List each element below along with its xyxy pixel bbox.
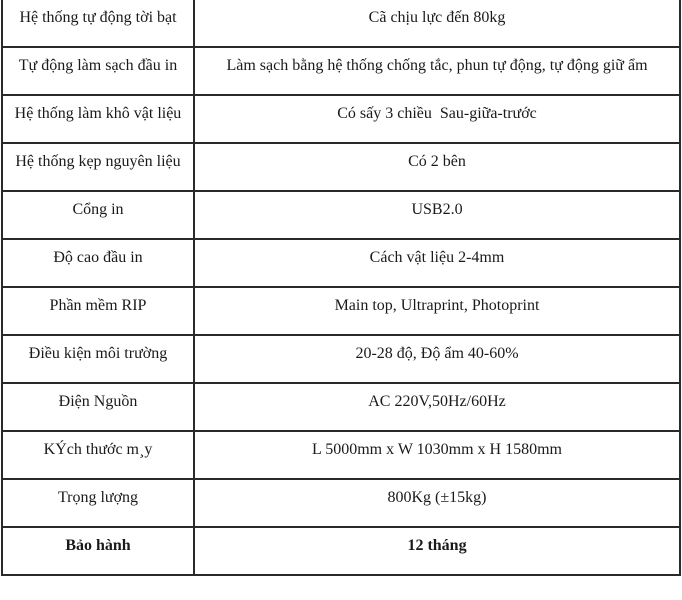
- row-value: Cách vật liệu 2-4mm: [194, 239, 680, 287]
- row-label-warranty: Bảo hành: [2, 527, 194, 575]
- table-row: [2, 143, 680, 191]
- row-label: Trọng lượng: [2, 479, 194, 527]
- table-row: [2, 287, 680, 335]
- row-value: AC 220V,50Hz/60Hz: [194, 383, 680, 431]
- table-row: [2, 335, 680, 383]
- row-label: Điện Nguồn: [2, 383, 194, 431]
- row-value: 800Kg (±15kg): [194, 479, 680, 527]
- row-label: Tự động làm sạch đầu in: [2, 47, 194, 95]
- row-value: L 5000mm x W 1030mm x H 1580mm: [194, 431, 680, 479]
- row-label: Độ cao đầu in: [2, 239, 194, 287]
- table-row: [2, 383, 680, 431]
- row-value: Làm sạch bằng hệ thống chống tắc, phun tự động, tự động giữ ẩm: [194, 47, 680, 95]
- row-value-warranty: 12 tháng: [194, 527, 680, 575]
- table-row: [2, 239, 680, 287]
- table-row: [2, 95, 680, 143]
- row-value: USB2.0: [194, 191, 680, 239]
- table-row: [2, 431, 680, 479]
- row-value: Cã chịu lực đến 80kg: [194, 0, 680, 47]
- row-value: 20-28 độ, Độ ẩm 40-60%: [194, 335, 680, 383]
- row-label: Cổng in: [2, 191, 194, 239]
- row-label: Phần mềm RIP: [2, 287, 194, 335]
- row-value: Có sấy 3 chiều Sau-giữa-trước: [194, 95, 680, 143]
- spec-table: [1, 0, 681, 576]
- row-label: Hệ thống tự động tời bạt: [2, 0, 194, 47]
- table-row-warranty: [2, 527, 680, 575]
- row-label: KÝch thước m¸y: [2, 431, 194, 479]
- row-value: Main top, Ultraprint, Photoprint: [194, 287, 680, 335]
- table-row: [2, 0, 680, 47]
- row-label: Hệ thống làm khô vật liệu: [2, 95, 194, 143]
- row-label: Hệ thống kẹp nguyên liệu: [2, 143, 194, 191]
- row-value: Có 2 bên: [194, 143, 680, 191]
- table-row: [2, 191, 680, 239]
- table-row: [2, 479, 680, 527]
- row-label: Điều kiện môi trường: [2, 335, 194, 383]
- table-row: [2, 47, 680, 95]
